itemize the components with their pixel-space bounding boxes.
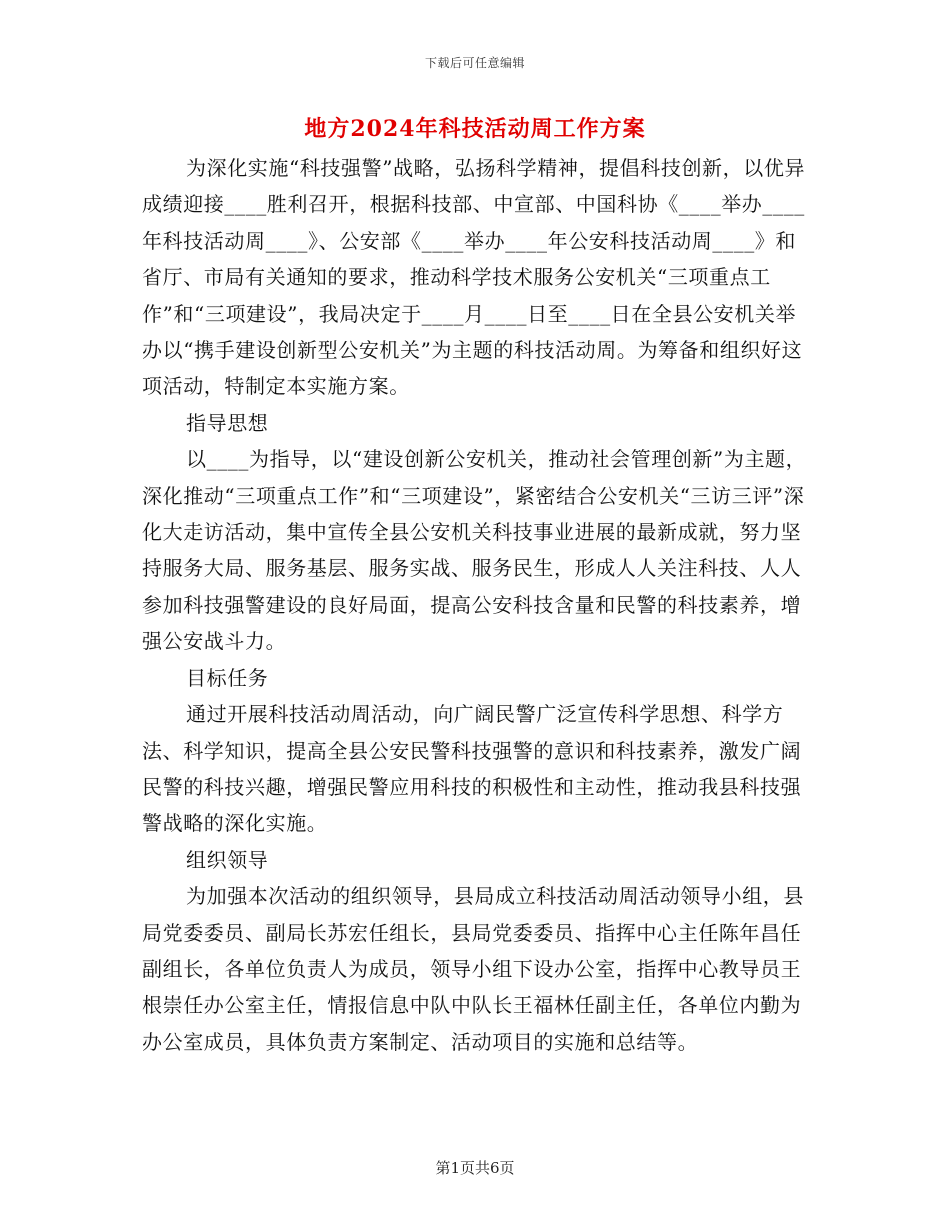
document-body [142, 150, 810, 1060]
page-number: 第1页共6页 [435, 1159, 515, 1177]
intro-paragraph: 为深化实施“科技强警”战略，弘扬科学精神，提倡科技创新，以优异成绩迎接____胜利召开，根据科技部、中宣部、中国科协《____举办____年科技活动周____》、公安部《____举办____年公安科技活动周____》和省厅、市局有关通知的要求，推动科学技术服务公安机关“三项重点工作”和“三项建设”，我局决定于____月____日至____日在全县公安机关举办以“携手建设创新型公安机关”为主题的科技活动周。为筹备和组织好这项活动，特制定本实施方案。 [142, 156, 806, 399]
section-heading-organization: 组织领导 [186, 847, 269, 872]
header-note: 下载后可任意编辑 [424, 56, 525, 70]
guiding-ideology-paragraph: 以____为指导，以“建设创新公安机关，推动社会管理创新”为主题，深化推动“三项重点工作”和“三项建设”，紧密结合公安机关“三访三评”深化大走访活动，集中宣传全县公安机关科技事业进展的最新成就，努力坚持服务大局、服务基层、服务实战、服务民生，形成人人关注科技、人人参加科技强警建设的良好局面，提高公安科技含量和民警的科技素养，增强公安战斗力。 [142, 447, 807, 654]
goals-paragraph: 通过开展科技活动周活动，向广阔民警广泛宣传科学思想、科学方法、科学知识，提高全县公安民警科技强警的意识和科技素养，激发广阔民警的科技兴趣，增强民警应用科技的积极性和主动性，推动我县科技强警战略的深化实施。 [142, 702, 802, 836]
section-heading-goals: 目标任务 [186, 665, 269, 690]
document-title: 地方2024年科技活动周工作方案 [304, 116, 646, 142]
section-heading-guiding-ideology: 指导思想 [186, 410, 269, 435]
organization-paragraph: 为加强本次活动的组织领导，县局成立科技活动周活动领导小组，县局党委委员、副局长苏宏任组长，县局党委委员、指挥中心主任陈年昌任副组长，各单位负责人为成员，领导小组下设办公室，指挥中心教导员王根崇任办公室主任，情报信息中队中队长王福林任副主任，各单位内勤为办公室成员，具体负责方案制定、活动项目的实施和总结等。 [142, 884, 804, 1054]
